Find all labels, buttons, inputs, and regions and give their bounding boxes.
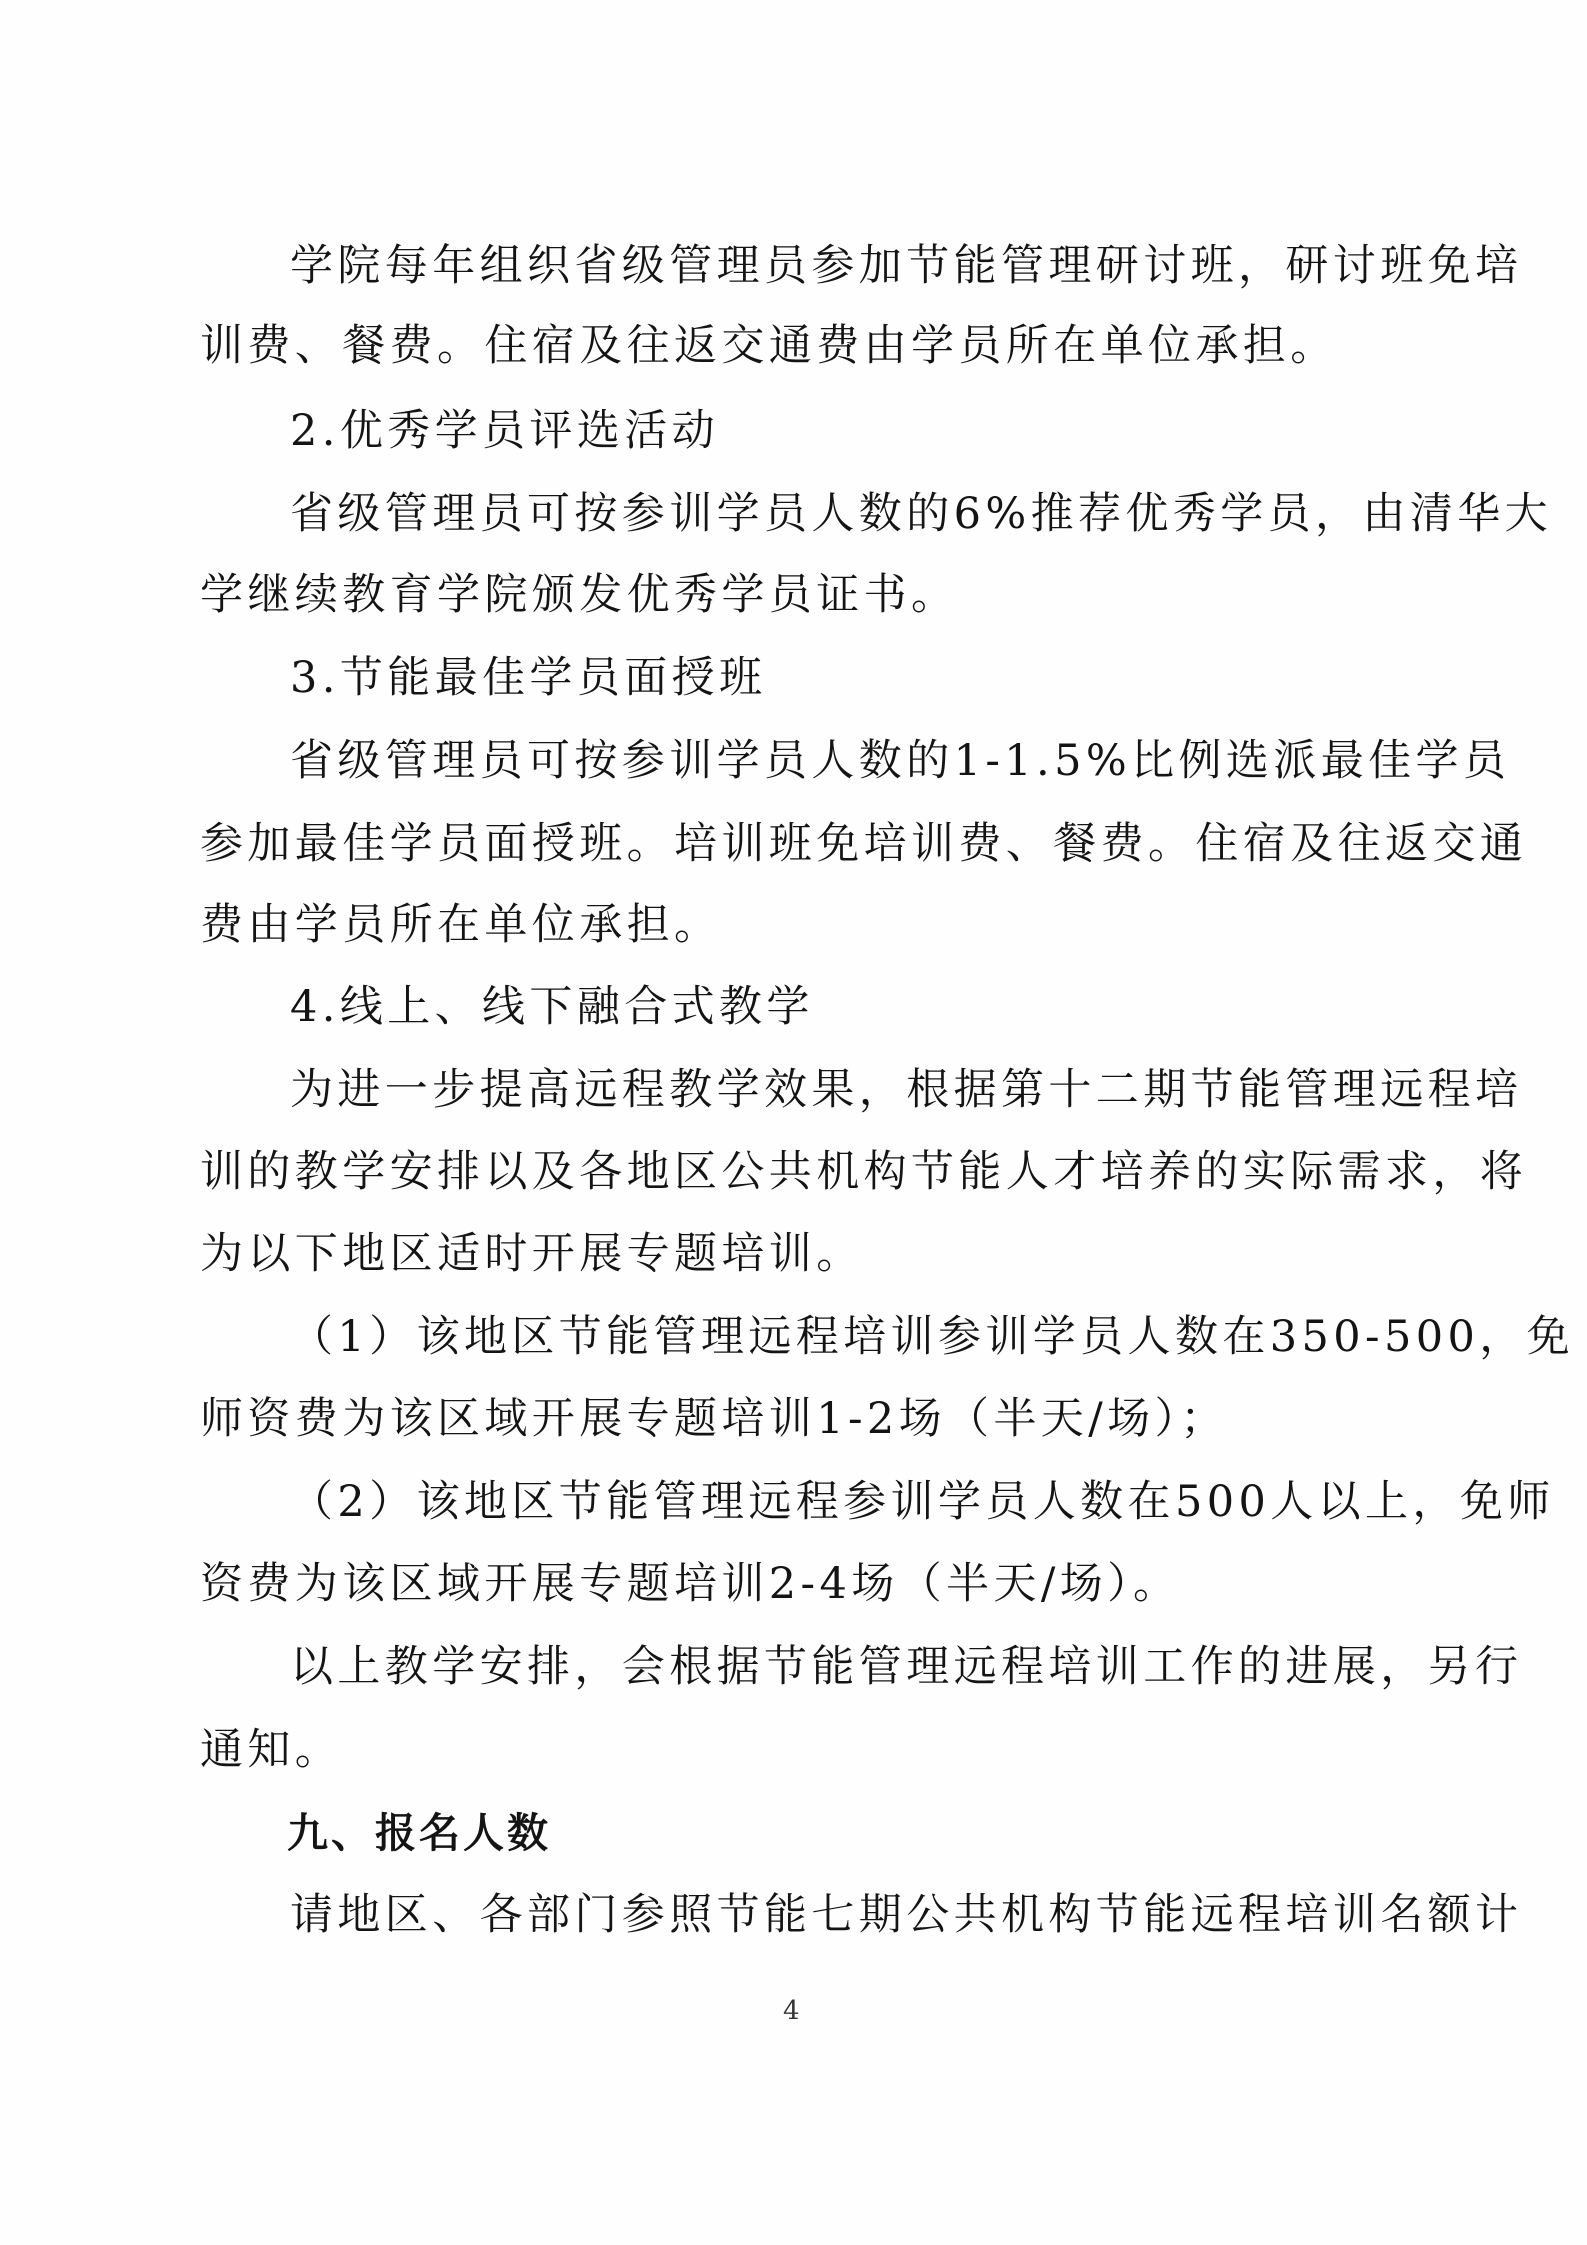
section-title: 2.优秀学员评选活动 [290, 406, 720, 456]
text-line: 通知。 [200, 1725, 343, 1775]
section-title: 4.线上、线下融合式教学 [290, 982, 814, 1032]
text-line: 省级管理员可按参训学员人数的6%推荐优秀学员，由清华大 [290, 489, 1553, 539]
text-line: 费由学员所在单位承担。 [200, 900, 722, 950]
text-line: 学继续教育学院颁发优秀学员证书。 [200, 570, 959, 620]
list-item: （2）该地区节能管理远程参训学员人数在500人以上，免师 [290, 1477, 1555, 1527]
list-item: （1）该地区节能管理远程培训参训学员人数在350-500，免 [290, 1312, 1575, 1362]
text-line: 资费为该区域开展专题培训2-4场（半天/场）。 [200, 1559, 1181, 1609]
text-line: 省级管理员可按参训学员人数的1-1.5%比例选派最佳学员 [290, 736, 1511, 786]
text-line: 训的教学安排以及各地区公共机构节能人才培养的实际需求，将 [200, 1147, 1528, 1197]
page-number: 4 [783, 1996, 800, 2026]
chapter-heading: 九、报名人数 [287, 1809, 551, 1857]
text-line: 训费、餐费。住宿及往返交通费由学员所在单位承担。 [200, 321, 1338, 371]
text-line: 请地区、各部门参照节能七期公共机构节能远程培训名额计 [290, 1890, 1523, 1940]
text-line: 学院每年组织省级管理员参加节能管理研讨班，研讨班免培 [290, 241, 1523, 291]
text-line: 为以下地区适时开展专题培训。 [200, 1229, 864, 1279]
text-line: 以上教学安排，会根据节能管理远程培训工作的进展，另行 [290, 1642, 1523, 1692]
text-line: 为进一步提高远程教学效果，根据第十二期节能管理远程培 [290, 1065, 1523, 1115]
text-line: 参加最佳学员面授班。培训班免培训费、餐费。住宿及往返交通 [200, 819, 1528, 869]
text-line: 师资费为该区域开展专题培训1-2场（半天/场）； [200, 1394, 1228, 1444]
section-title: 3.节能最佳学员面授班 [290, 653, 767, 703]
